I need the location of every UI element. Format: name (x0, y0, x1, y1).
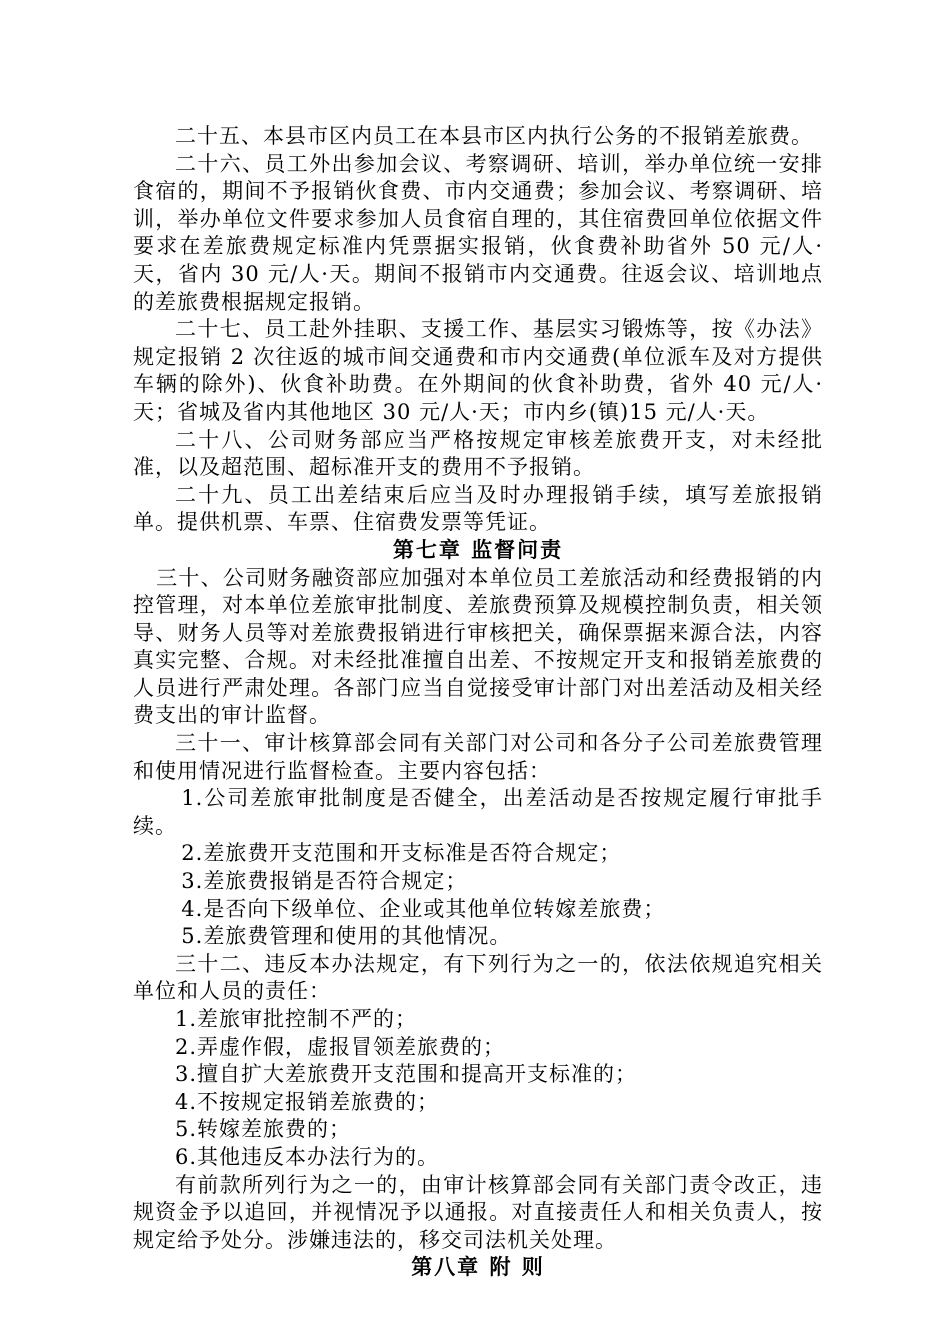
article-31-item-3: 3.差旅费报销是否符合规定； (181, 869, 468, 894)
article-26: 二十六、员工外出参加会议、考察调研、培训，举办单位统一安排食宿的，期间不予报销伙食费、市内交通费；参加会议、考察调研、培训，举办单位文件要求参加人员食宿自理的，其住宿费回单位依据文件要求在差旅费规定标准内凭票据实报销，伙食费补助省外 50 元/人·天，省内 30 元/人·天。期间不报销市内交通费。往返会议、培训地点的差旅费根据规定报销。 (133, 151, 823, 314)
article-32-item-5: 5.转嫁差旅费的； (175, 1117, 352, 1142)
document-page (133, 123, 823, 1282)
article-32-item-6: 6.其他违反本办法行为的。 (175, 1144, 440, 1169)
article-31-item-4: 4.是否向下级单位、企业或其他单位转嫁差旅费； (181, 896, 666, 921)
article-32-item-2: 2.弄虚作假，虚报冒领差旅费的； (175, 1034, 506, 1059)
article-32-item-3: 3.擅自扩大差旅费开支范围和提高开支标准的； (175, 1062, 638, 1087)
article-32-item-4: 4.不按规定报销差旅费的； (175, 1089, 440, 1114)
article-27: 二十七、员工赴外挂职、支援工作、基层实习锻炼等，按《办法》规定报销 2 次往返的城市间交通费和市内交通费(单位派车及对方提供车辆的除外)、伙食补助费。在外期间的伙食补助费，省外 40 元/人·天；省城及省内其他地区 30 元/人·天；市内乡(镇)15 元/人·天。 (133, 317, 823, 424)
article-31: 三十一、审计核算部会同有关部门对公司和各分子公司差旅费管理和使用情况进行监督检查。主要内容包括： (133, 731, 823, 783)
chapter-7-heading: 第七章 监督问责 (392, 537, 564, 562)
article-31-item-5: 5.差旅费管理和使用的其他情况。 (181, 924, 512, 949)
article-32: 三十二、违反本办法规定，有下列行为之一的，依法依规追究相关单位和人员的责任： (133, 951, 823, 1004)
article-31-item-2: 2.差旅费开支范围和开支标准是否符合规定； (181, 841, 622, 866)
article-32-item-1: 1.差旅审批控制不严的； (175, 1007, 418, 1031)
article-28: 二十八、公司财务部应当严格按规定审核差旅费开支，对未经批准，以及超范围、超标准开支的费用不予报销。 (133, 427, 823, 480)
article-29: 二十九、员工出差结束后应当及时办理报销手续，填写差旅报销单。提供机票、车票、住宿费发票等凭证。 (133, 482, 823, 535)
article-31-item-1: 1.公司差旅审批制度是否健全，出差活动是否按规定履行审批手续。 (133, 786, 823, 838)
chapter-8-heading: 第八章 附 则 (411, 1255, 545, 1280)
article-32-consequence: 有前款所列行为之一的，由审计核算部会同有关部门责令改正，违规资金予以追回，并视情况予以通报。对直接责任人和相关负责人，按规定给予处分。涉嫌违法的，移交司法机关处理。 (133, 1172, 823, 1252)
article-25: 二十五、本县市区内员工在本县市区内执行公务的不报销差旅费。 (175, 124, 813, 148)
article-30: 三十、公司财务融资部应加强对本单位员工差旅活动和经费报销的内控管理，对本单位差旅审批制度、差旅费预算及规模控制负责，相关领导、财务人员等对差旅费报销进行审核把关，确保票据来源合法，内容真实完整、合规。对未经批准擅自出差、不按规定开支和报销差旅费的人员进行严肃处理。各部门应当自觉接受审计部门对出差活动及相关经费支出的审计监督。 (133, 565, 823, 728)
